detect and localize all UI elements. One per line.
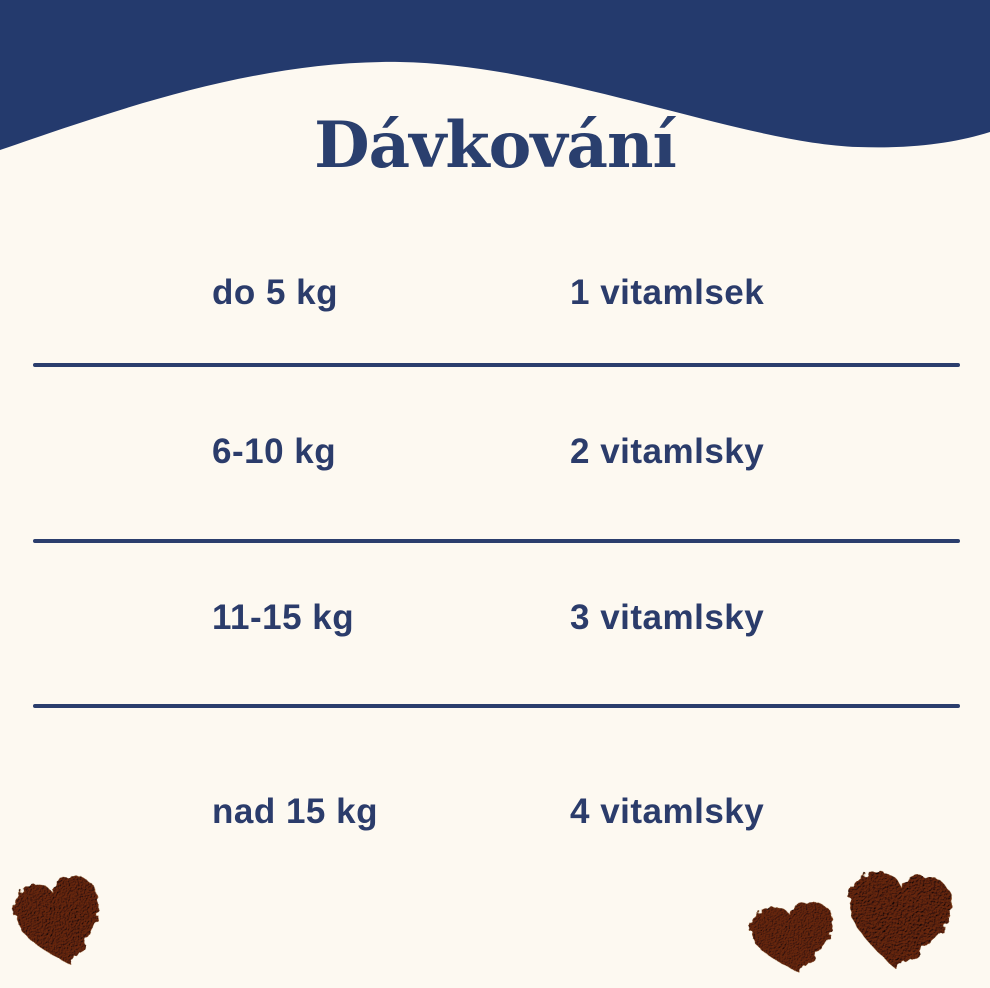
row-divider [33,363,960,367]
dose-label: 3 vitamlsky [570,598,765,637]
page-title: Dávkování [314,108,676,183]
row-divider [33,704,960,708]
weight-range-label: 6-10 kg [212,432,337,471]
dosage-row [0,275,990,311]
row-divider [33,539,960,543]
dose-label: 2 vitamlsky [570,432,765,471]
weight-range-label: do 5 kg [212,273,339,312]
kibble-heart-image [4,865,117,984]
dose-label: 1 vitamlsek [570,273,765,312]
dosage-row [0,794,990,830]
kibble-heart-image [839,865,958,983]
weight-range-label: 11-15 kg [212,598,355,637]
dose-label: 4 vitamlsky [570,792,765,831]
weight-range-label: nad 15 kg [212,792,378,831]
dosage-row [0,434,990,470]
dosage-row [0,600,990,636]
kibble-heart-image [743,894,844,986]
